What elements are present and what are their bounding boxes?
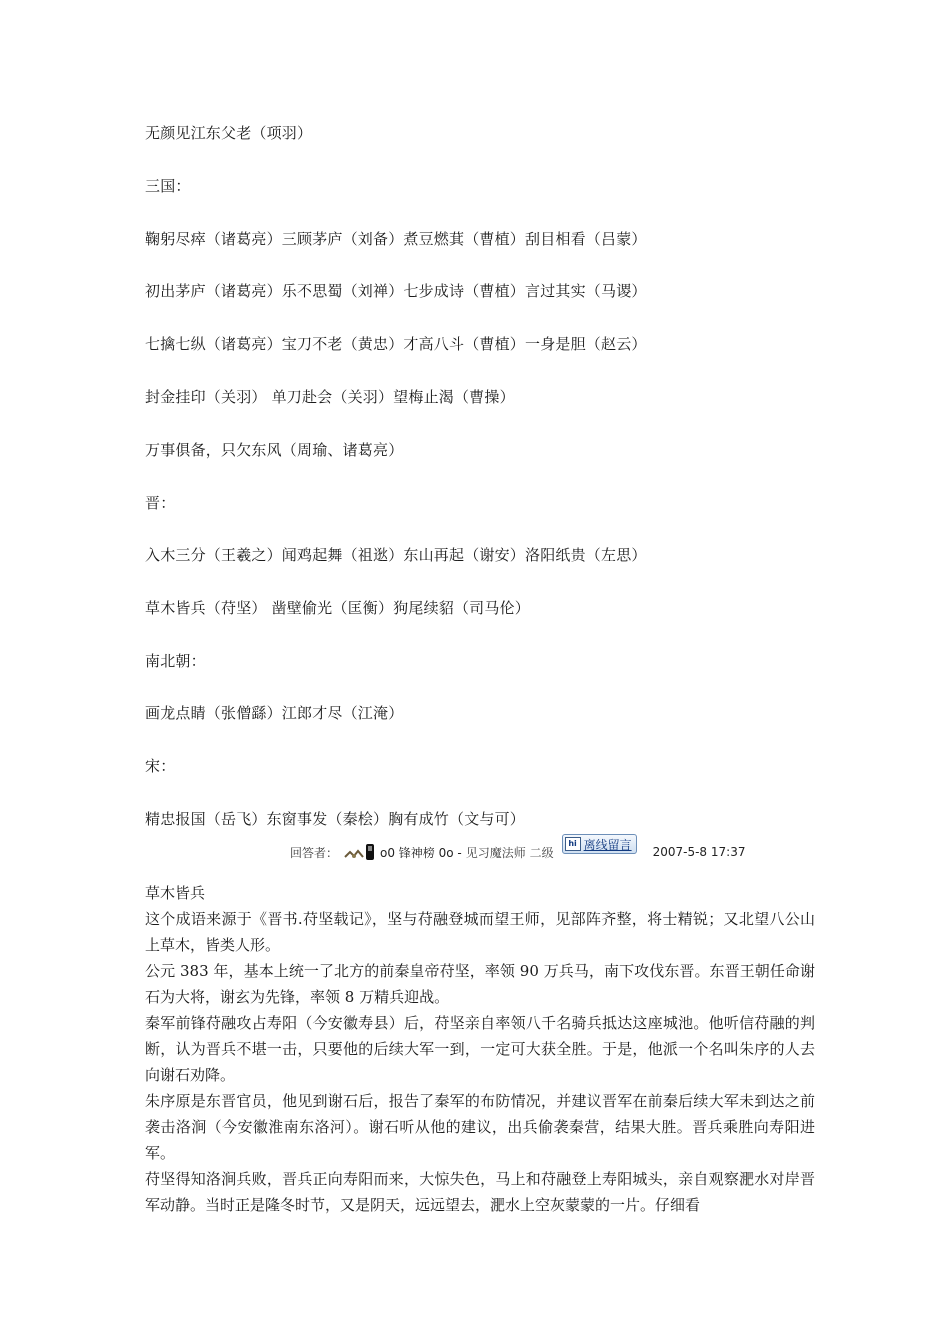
answerer-username[interactable]: o0 锋神榜 0o - (380, 845, 462, 860)
hi-icon: hi (565, 837, 581, 851)
answerer-label: 回答者： (290, 845, 339, 860)
article-paragraph: 苻坚得知洛涧兵败，晋兵正向寿阳而来，大惊失色，马上和苻融登上寿阳城头，亲自观察淝水对岸晋军动静。当时正是隆冬时节，又是阴天，远远望去，淝水上空灰蒙蒙的一片。仔细看 (145, 1170, 815, 1214)
article-paragraph: 秦军前锋苻融攻占寿阳（今安徽寿县）后，苻坚亲自率领八千名骑兵抵达这座城池。他听信苻融的判断，认为晋兵不堪一击，只要他的后续大军一到，一定可大获全胜。于是，他派一个名叫朱序的人去向谢石劝降。 (145, 1014, 815, 1084)
dynasty-heading: 南北朝： (145, 652, 206, 670)
idiom-line: 无颜见江东父老（项羽） (145, 124, 313, 142)
phone-icon (366, 844, 374, 860)
avatar-icon[interactable] (344, 844, 374, 860)
answerer-rank: 见习魔法师 二级 (465, 845, 554, 860)
answer-date: 2007-5-8 17:37 (652, 845, 746, 859)
dynasty-heading: 三国： (145, 177, 191, 195)
idiom-line: 鞠躬尽瘁（诸葛亮）三顾茅庐（刘备）煮豆燃萁（曹植）刮目相看（吕蒙） (145, 230, 647, 248)
answer-info-bar (290, 838, 810, 866)
idiom-line: 草木皆兵（苻坚） 凿壁偷光（匡衡）狗尾续貂（司马伦） (145, 599, 530, 617)
dynasty-heading: 晋： (145, 494, 176, 512)
article-paragraph: 公元 383 年，基本上统一了北方的前秦皇帝苻坚，率领 90 万兵马，南下攻伐东晋。东晋王朝任命谢石为大将，谢玄为先锋，率领 8 万精兵迎战。 (145, 962, 815, 1006)
article-title: 草木皆兵 (145, 884, 206, 902)
article-paragraph: 这个成语来源于《晋书.苻坚载记》，坚与苻融登城而望王师，见部阵齐整，将士精锐；又北望八公山上草木，皆类人形。 (145, 910, 815, 954)
article-body (145, 880, 815, 1218)
idiom-line: 入木三分（王羲之）闻鸡起舞（祖逖）东山再起（谢安）洛阳纸贵（左思） (145, 546, 647, 564)
offline-message-label: 离线留言 (583, 837, 632, 852)
bird-icon (344, 848, 364, 860)
idiom-line: 初出茅庐（诸葛亮）乐不思蜀（刘禅）七步成诗（曹植）言过其实（马谡） (145, 282, 647, 300)
dynasty-heading: 宋： (145, 757, 176, 775)
idiom-line: 封金挂印（关羽） 单刀赴会（关羽）望梅止渴（曹操） (145, 388, 515, 406)
idiom-line: 精忠报国（岳飞）东窗事发（秦桧）胸有成竹（文与可） (145, 810, 526, 828)
article-paragraph: 朱序原是东晋官员，他见到谢石后，报告了秦军的布防情况，并建议晋军在前秦后续大军未到达之前袭击洛涧（今安徽淮南东洛河）。谢石听从他的建议，出兵偷袭秦营，结果大胜。晋兵乘胜向寿阳进军。 (145, 1092, 815, 1162)
idiom-line: 万事俱备，只欠东风（周瑜、诸葛亮） (145, 441, 404, 459)
offline-message-button[interactable] (562, 834, 637, 854)
idiom-line: 画龙点睛（张僧繇）江郎才尽（江淹） (145, 704, 404, 722)
idiom-line: 七擒七纵（诸葛亮）宝刀不老（黄忠）才高八斗（曹植）一身是胆（赵云） (145, 335, 647, 353)
